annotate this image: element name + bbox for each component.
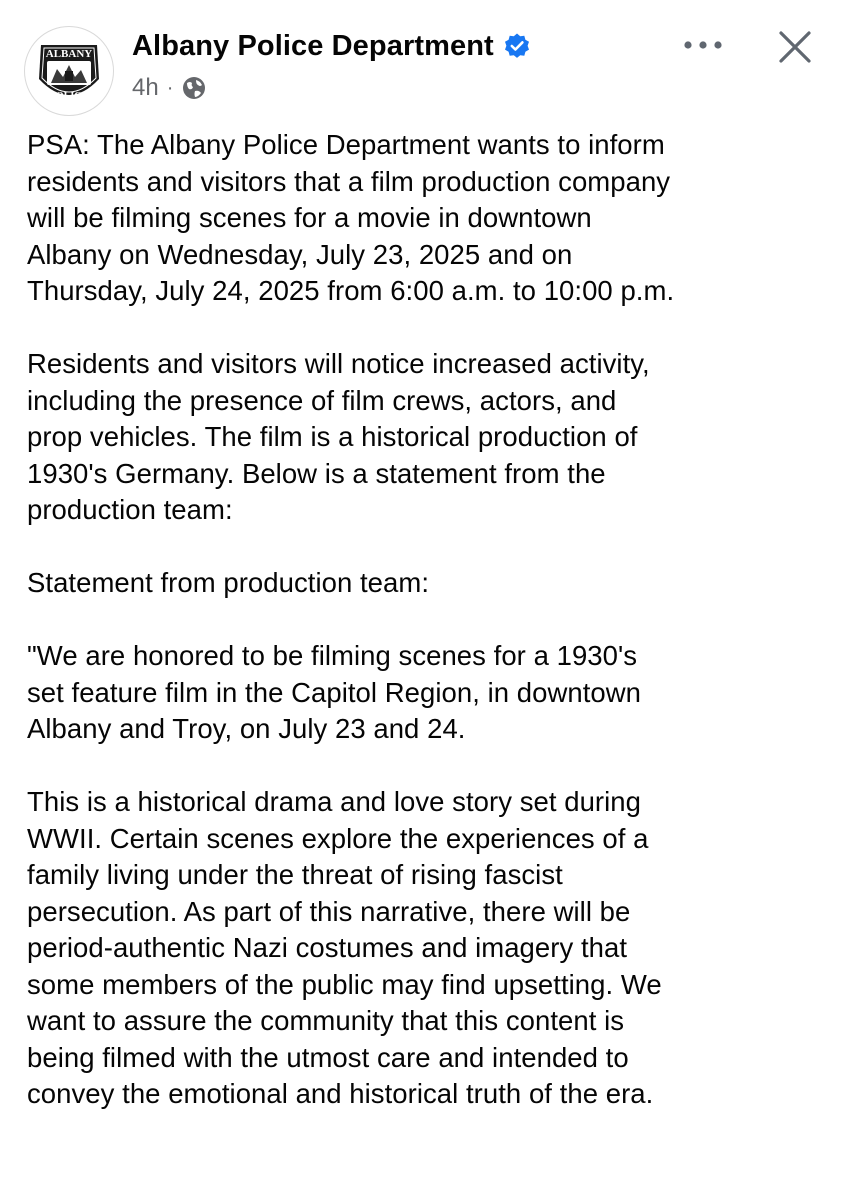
globe-icon — [181, 75, 207, 101]
avatar-line3: POLICE — [49, 91, 89, 102]
post-timestamp[interactable]: 4h — [132, 74, 159, 101]
author-row — [132, 26, 531, 66]
meta-separator: · — [166, 76, 174, 99]
verified-badge-icon — [503, 32, 531, 60]
more-horizontal-icon — [681, 39, 725, 51]
page-name[interactable]: Albany Police Department — [132, 29, 494, 62]
avatar-line2: New York — [56, 61, 82, 68]
post-paragraph: PSA: The Albany Police Department wants to inform residents and visitors that a film production company will be filming scenes for a movie in downtown Albany on Wednesday, July 23, 2025 and on Thursday, July 24, 2025 from 6:00 a.m. to 10:00 p.m. — [27, 129, 675, 306]
post-paragraph: "We are honored to be filming scenes for a 1930's set feature film in the Capitol Region, in downtown Albany and Troy, on July 23 and 24. — [27, 640, 641, 744]
more-options-button[interactable] — [676, 28, 730, 62]
close-button[interactable] — [770, 22, 820, 72]
close-icon — [777, 29, 813, 65]
avatar[interactable] — [24, 26, 114, 116]
avatar-line1: ALBANY — [45, 48, 93, 60]
post-meta — [132, 72, 207, 104]
post-paragraph: This is a historical drama and love story set during WWII. Certain scenes explore the experiences of a family living under the threat of rising fascist persecution. As part of this narrative, there will be period-authentic Nazi costumes and imagery that some members of the public may find upsetting. We want to assure the community that this content is being filmed with the utmost care and intended to convey the emotional and historical truth of the era. — [27, 786, 662, 1109]
post-paragraph: Residents and visitors will notice increased activity, including the presence of film crews, actors, and prop vehicles. The film is a historical production of 1930's Germany. Below is a statement from the production team: — [27, 348, 650, 525]
police-badge-logo — [25, 27, 113, 115]
post-text — [27, 127, 827, 1113]
post-paragraph: Statement from production team: — [27, 567, 430, 598]
post-header — [0, 0, 844, 120]
